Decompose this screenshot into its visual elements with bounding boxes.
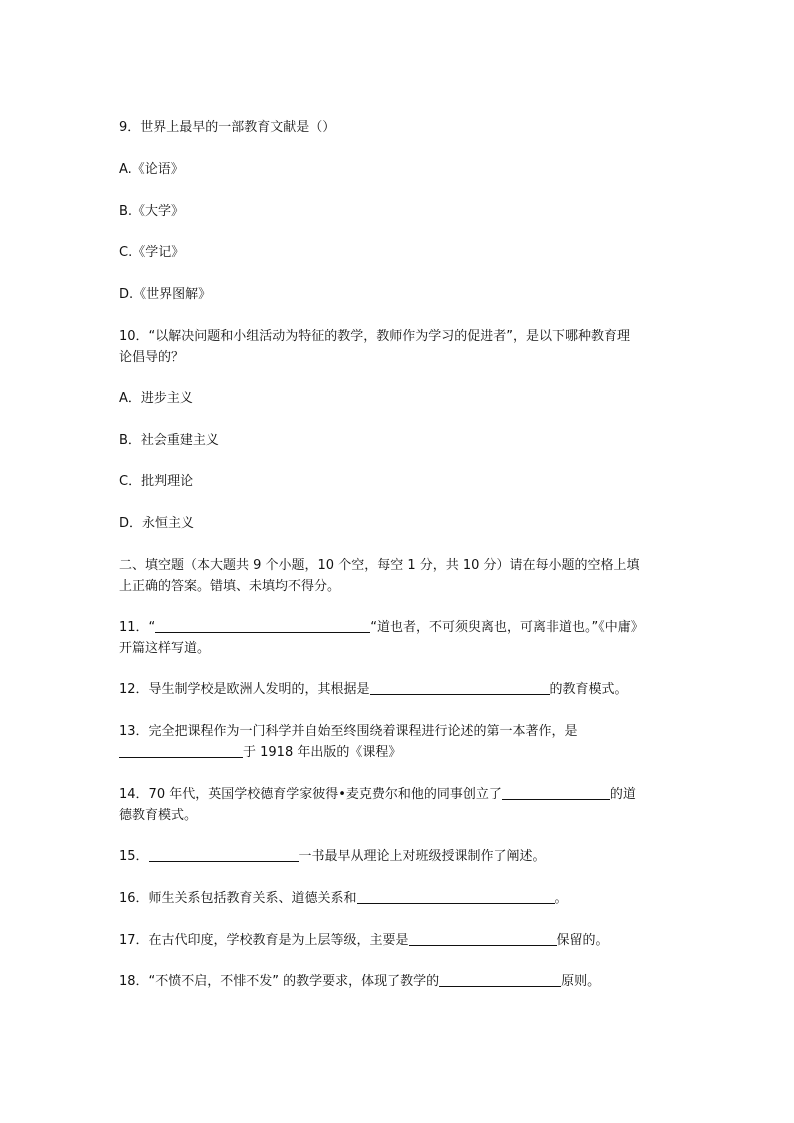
q18-line <box>119 972 600 992</box>
q12-blank <box>370 680 550 695</box>
q18-suffix: 原则。 <box>561 974 601 989</box>
q9-option-b: B.《大学》 <box>119 204 185 219</box>
q13-blank <box>119 743 243 758</box>
q14-blank <box>502 785 610 800</box>
q9-option-c: C.《学记》 <box>119 245 185 260</box>
q10-option-c: C．批判理论 <box>119 474 194 489</box>
q16-line <box>119 889 568 909</box>
q16-suffix: 。 <box>554 891 568 906</box>
q12-prefix: 12．导生制学校是欧洲人发明的，其根据是 <box>119 682 370 697</box>
q14-prefix: 14．70 年代，英国学校德育学家彼得•麦克费尔和他的同事创立了 <box>119 787 502 802</box>
section2-heading-line2: 上正确的答案。错填、未填均不得分。 <box>119 579 341 594</box>
q14-line2: 德教育模式。 <box>119 808 198 823</box>
q15-suffix: 一书最早从理论上对班级授课制作了阐述。 <box>298 849 546 864</box>
section2-heading-line1: 二、填空题（本大题共 9 个小题，10 个空，每空 1 分，共 10 分）请在每小题的空格上填 <box>119 558 640 573</box>
q18-prefix: 18．“不愤不启，不悱不发” 的教学要求，体现了教学的 <box>119 974 440 989</box>
q12-suffix: 的教育模式。 <box>549 682 628 697</box>
q17-line <box>119 931 609 951</box>
q15-blank <box>149 847 299 862</box>
q11-prefix: 11．“ <box>119 620 156 635</box>
q15-line <box>119 847 546 867</box>
q11-suffix: “道也者，不可须臾离也，可离非道也。”《中庸》 <box>370 620 644 635</box>
q13-line1: 13．完全把课程作为一门科学并自始至终围绕着课程进行论述的第一本著作，是 <box>119 724 578 739</box>
q17-blank <box>409 931 557 946</box>
q15-prefix: 15． <box>119 849 149 864</box>
q13-suffix: 于 1918 年出版的《课程》 <box>243 745 402 760</box>
q16-blank <box>357 889 555 904</box>
q11-line2: 开篇这样写道。 <box>119 641 211 656</box>
q10-option-d: D．永恒主义 <box>119 516 195 531</box>
q10-option-b: B．社会重建主义 <box>119 433 219 448</box>
q14-line1 <box>119 785 636 805</box>
q11-line1 <box>119 618 644 638</box>
q10-stem-line2: 论倡导的？ <box>119 350 185 365</box>
q18-blank <box>439 972 561 987</box>
q17-suffix: 保留的。 <box>556 933 609 948</box>
q9-option-a: A.《论语》 <box>119 162 184 177</box>
q12-line <box>119 680 628 700</box>
q11-blank <box>155 618 370 633</box>
q9-stem: 9．世界上最早的一部教育文献是（） <box>119 120 336 135</box>
q10-option-a: A．进步主义 <box>119 391 193 406</box>
q13-line2 <box>119 743 401 763</box>
q16-prefix: 16．师生关系包括教育关系、道德关系和 <box>119 891 357 906</box>
q14-suffix: 的道 <box>609 787 636 802</box>
q9-option-d: D.《世界图解》 <box>119 287 212 302</box>
q10-stem-line1: 10．“以解决问题和小组活动为特征的教学，教师作为学习的促进者”，是以下哪种教育理 <box>119 329 631 344</box>
q17-prefix: 17．在古代印度，学校教育是为上层等级，主要是 <box>119 933 409 948</box>
